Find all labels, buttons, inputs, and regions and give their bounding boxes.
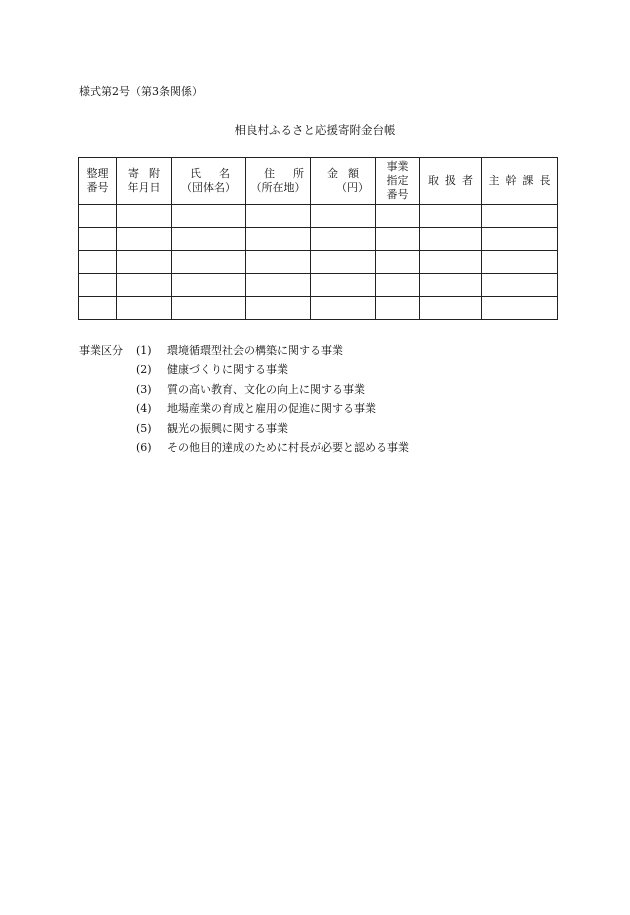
- category-heading-spacer: [79, 360, 136, 379]
- table-cell: [79, 205, 117, 228]
- category-heading-spacer: [79, 419, 136, 438]
- header-address: [246, 158, 322, 205]
- header-line: 取扱者: [428, 174, 479, 187]
- header-line: （団体名）: [181, 181, 236, 194]
- table-cell: [79, 251, 117, 274]
- table-cell: [246, 251, 311, 274]
- table-cell: [376, 274, 420, 297]
- table-cell: [376, 251, 420, 274]
- table-cell: [311, 228, 376, 251]
- header-line: 寄附: [128, 167, 170, 180]
- category-number: (1): [136, 344, 152, 357]
- category-text: 環境循環型社会の構築に関する事業: [167, 344, 343, 357]
- category-number: (5): [136, 421, 152, 435]
- table-cell: [311, 274, 376, 297]
- list-item: [79, 438, 409, 457]
- table-cell: [482, 274, 558, 297]
- category-number: (3): [136, 382, 152, 396]
- list-item: [79, 341, 409, 360]
- table-row: [79, 205, 558, 228]
- header-line: 番号: [86, 181, 109, 194]
- table-header-row: [79, 158, 558, 205]
- table-cell: [117, 205, 172, 228]
- table-cell: [117, 228, 172, 251]
- table-cell: [420, 274, 482, 297]
- category-heading-spacer: [79, 399, 136, 418]
- header-line: 整理: [86, 167, 109, 180]
- table-row: [79, 297, 558, 320]
- header-section-chief: [482, 158, 558, 205]
- table-cell: [311, 205, 376, 228]
- table-cell: [172, 205, 246, 228]
- header-line: 番号: [386, 188, 409, 201]
- category-text: 観光の振興に関する事業: [167, 421, 288, 435]
- form-number: 様式第2号（第3条関係）: [79, 85, 203, 98]
- category-text: その他目的達成のために村長が必要と認める事業: [167, 441, 409, 455]
- header-line: 主幹課長: [488, 174, 557, 187]
- table-cell: [117, 251, 172, 274]
- category-text: 地場産業の育成と雇用の促進に関する事業: [167, 402, 376, 416]
- header-donation-date: [117, 158, 172, 205]
- header-handler: [420, 158, 482, 205]
- table-cell: [482, 251, 558, 274]
- table-cell: [79, 274, 117, 297]
- table-cell: [172, 297, 246, 320]
- category-heading: 事業区分: [79, 344, 123, 357]
- table-cell: [376, 297, 420, 320]
- list-item: [79, 419, 409, 438]
- list-item: [79, 380, 409, 399]
- category-number: (6): [136, 441, 152, 455]
- table-cell: [420, 251, 482, 274]
- table-cell: [311, 251, 376, 274]
- table-row: [79, 251, 558, 274]
- header-name: [172, 158, 246, 205]
- header-line: 指定: [386, 174, 409, 187]
- category-text: 健康づくりに関する事業: [167, 363, 288, 377]
- table-cell: [482, 297, 558, 320]
- header-amount: [311, 158, 376, 205]
- header-serial-number: [79, 158, 117, 205]
- document-title: 相良村ふるさと応援寄附金台帳: [234, 123, 396, 137]
- table-cell: [172, 274, 246, 297]
- table-cell: [420, 205, 482, 228]
- table-cell: [79, 228, 117, 251]
- table-cell: [420, 297, 482, 320]
- table-body: [79, 205, 558, 320]
- donation-ledger-table: [78, 157, 558, 320]
- header-line: （円）: [336, 181, 369, 194]
- list-item: [79, 360, 409, 379]
- category-heading-spacer: [79, 438, 136, 457]
- header-line: 事業: [386, 160, 409, 173]
- header-line: 金額: [327, 167, 369, 180]
- table-cell: [482, 228, 558, 251]
- list-item: [79, 399, 409, 418]
- category-text: 質の高い教育、文化の向上に関する事業: [167, 382, 365, 396]
- header-line: 年月日: [127, 181, 161, 194]
- table-cell: [311, 297, 376, 320]
- table-cell: [246, 205, 311, 228]
- table-cell: [79, 297, 117, 320]
- table-cell: [376, 228, 420, 251]
- table-cell: [246, 297, 311, 320]
- category-heading-spacer: [79, 380, 136, 399]
- header-line: 住所: [264, 167, 322, 180]
- table-cell: [117, 274, 172, 297]
- header-line: （所在地）: [250, 181, 306, 194]
- table-row: [79, 274, 558, 297]
- table-cell: [117, 297, 172, 320]
- table-cell: [376, 205, 420, 228]
- table-cell: [420, 228, 482, 251]
- header-line: 氏名: [190, 167, 248, 180]
- table-cell: [172, 228, 246, 251]
- table-cell: [246, 274, 311, 297]
- category-number: (4): [136, 402, 152, 416]
- project-categories: [79, 341, 409, 457]
- table-cell: [246, 228, 311, 251]
- header-project-number: [376, 158, 420, 205]
- table-cell: [482, 205, 558, 228]
- category-number: (2): [136, 363, 152, 377]
- table-row: [79, 228, 558, 251]
- table-cell: [172, 251, 246, 274]
